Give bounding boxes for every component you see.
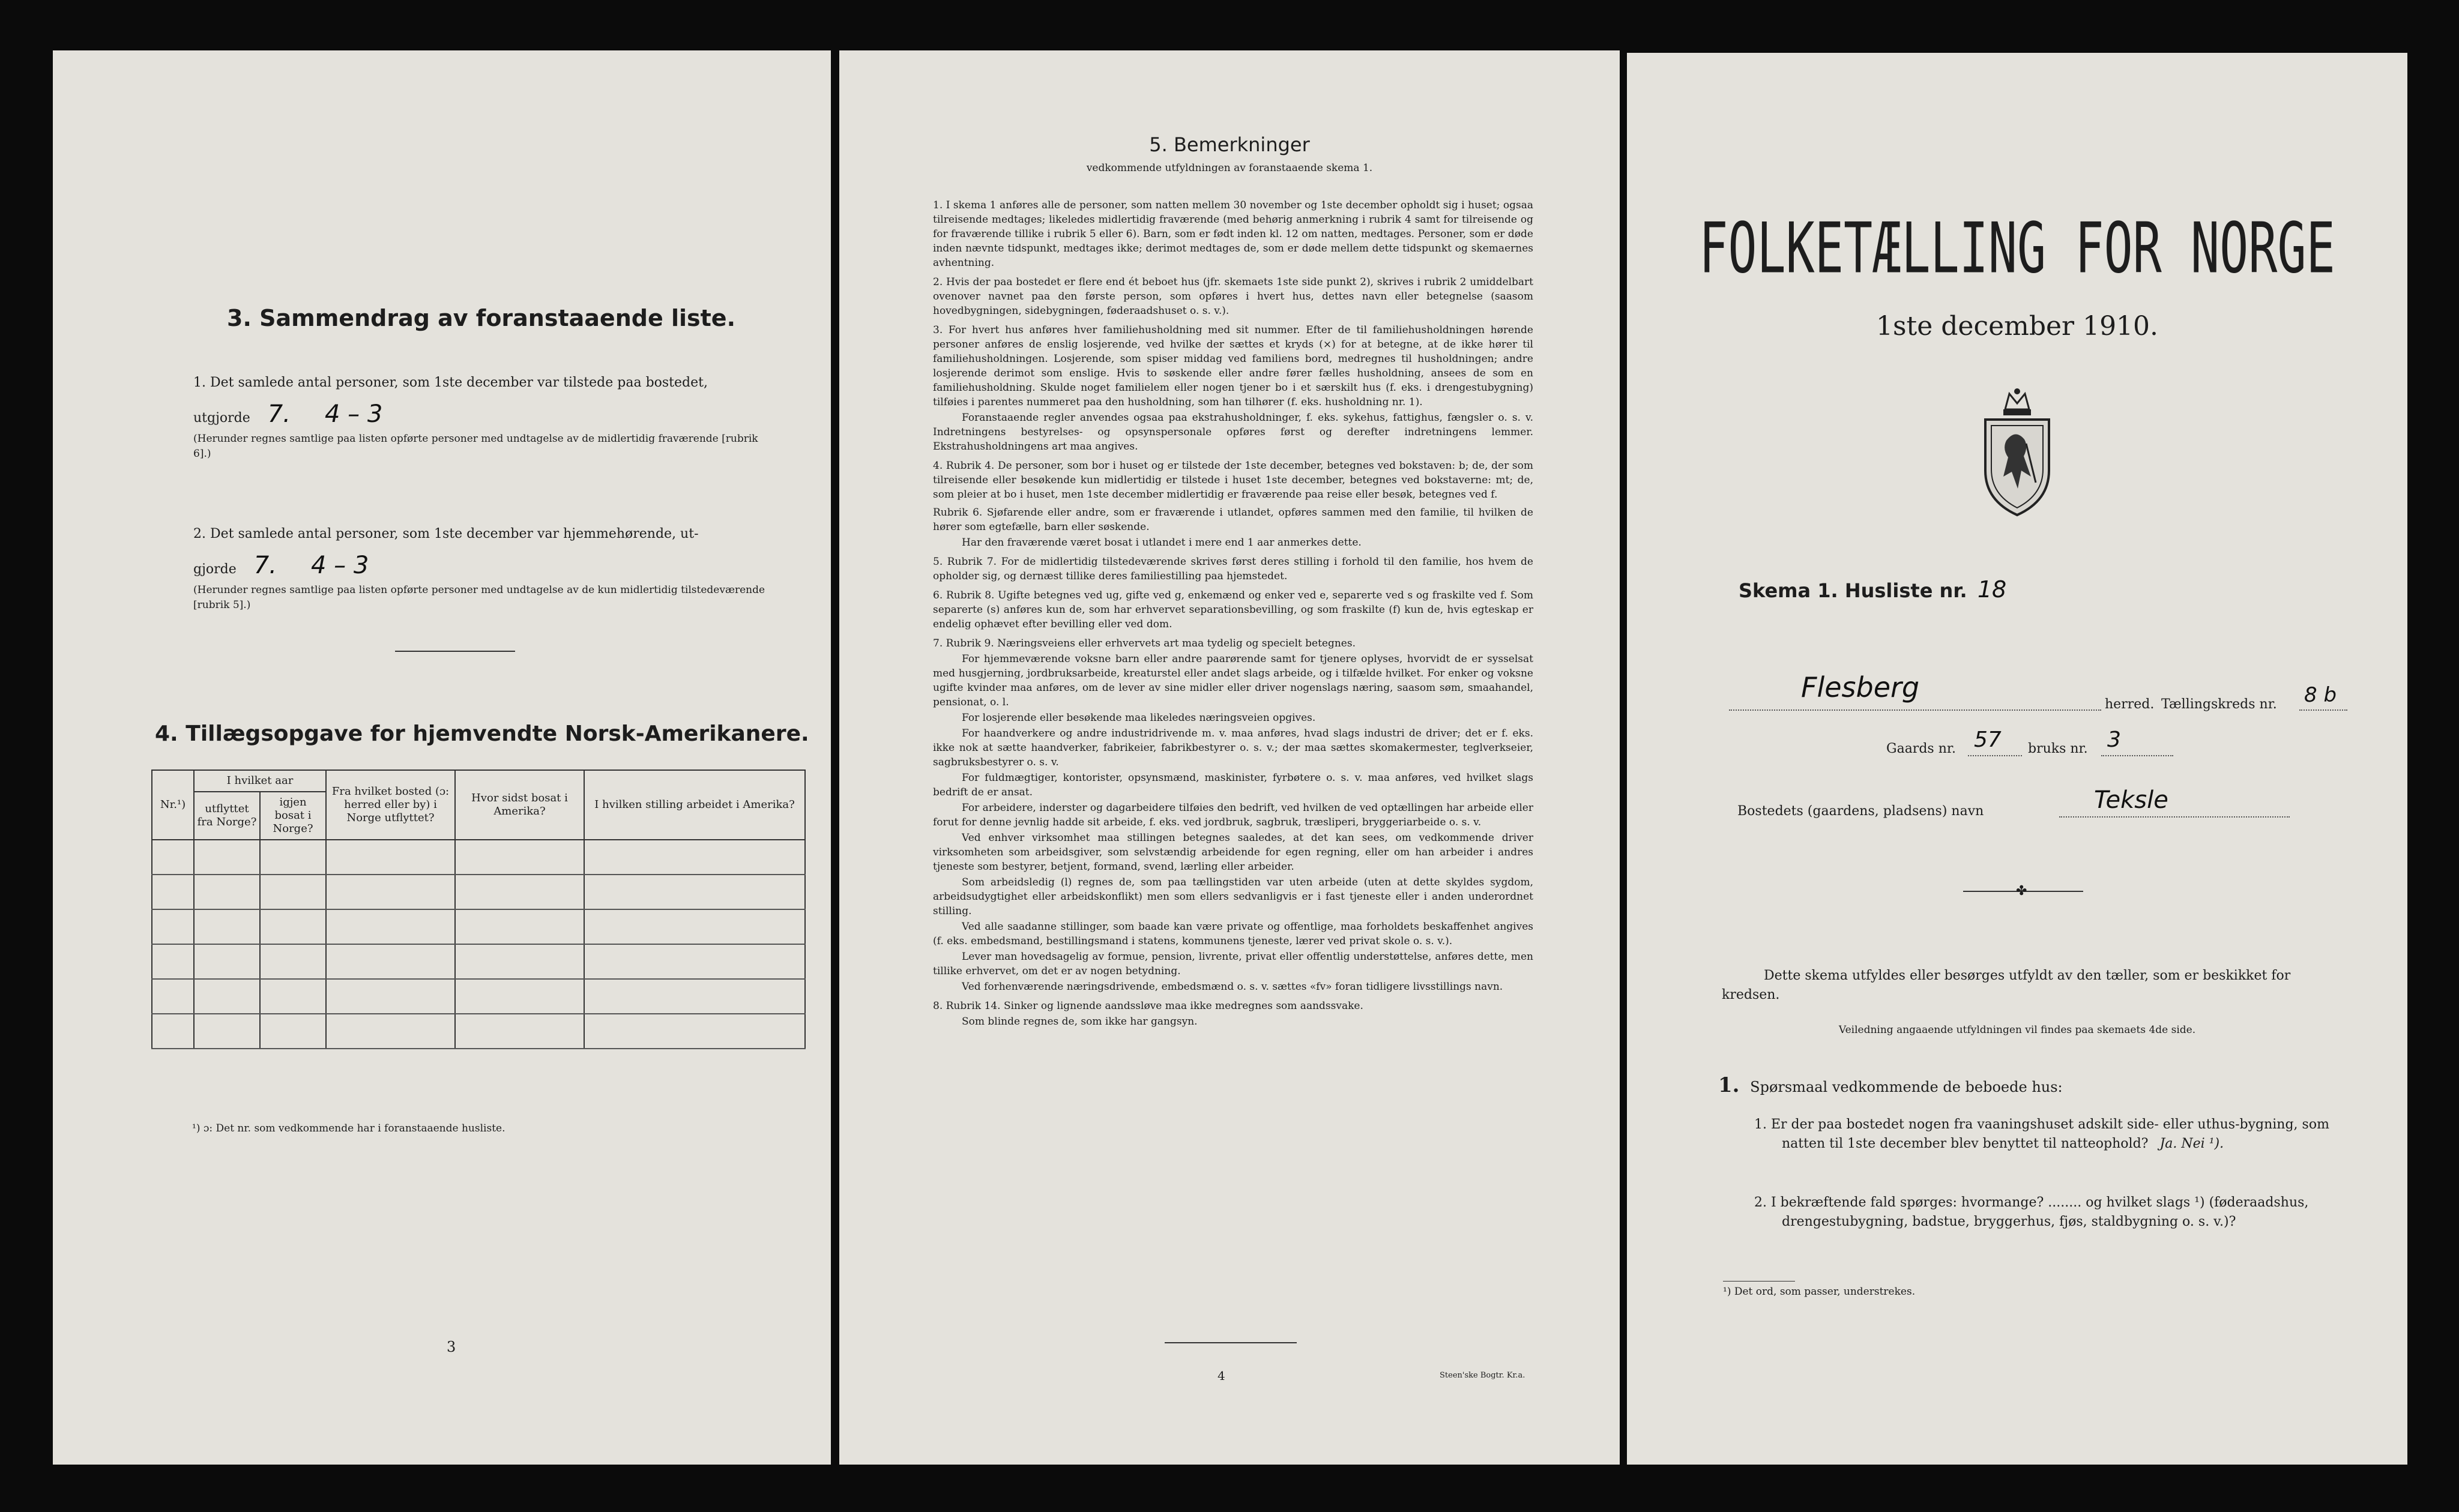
note-4: 4. Rubrik 4. De personer, som bor i huset og er tilstede der 1ste december, betegnes ved bokstaven: b; de, der som tilreisende eller besøkende kun midlertidig er tilstede i huset 1ste december, betegnes ved bokstaverne: mt; de, som pleier at bo i huset, men 1ste december midlertidig er fraværende paa reise eller besøk, betegnes ved f.	[933, 460, 1533, 501]
note-5: 5. Rubrik 7. For de midlertidig tilstedeværende skrives først deres stilling i forhold til den familie, hos hvem de opholder sig, og dernæst tillike deres familiestilling paa hjemstedet.	[933, 556, 1533, 582]
table-row	[152, 979, 805, 1014]
left-page	[53, 50, 831, 1465]
right-page	[1627, 53, 2407, 1465]
norsk-amerikanere-table	[151, 770, 806, 1049]
summary-item-1: 1. Det samlede antal personer, som 1ste december var tilstede paa bostedet, utgjorde 7. 4 – 3 (Herunder regnes samtlige paa listen opførte personer med undtagelse av de midlertidig fraværende [rubrik 6].)	[193, 375, 758, 460]
note-1: 1. I skema 1 anføres alle de personer, som natten mellem 30 november og 1ste december opholdt sig i huset; ogsaa tilreisende medtages; likeledes midlertidig fraværende (med behørig anmerkning i rubrik 4 samt for tilreisende og for fraværende tillike i rubrik 5 eller 6). Barn, som er født inden kl. 12 om natten, medtages. Personer, som er døde inden nævnte tidspunkt, medtages ikke; derimot medtages de, som er døde mellem dette tidspunkt og skemaernes avhentning.	[933, 199, 1533, 269]
instruction: Dette skema utfyldes eller besørges utfyldt av den tæller, som er beskikket for kredsen.	[1722, 968, 2291, 1002]
bosted-value: Teksle	[2094, 786, 2168, 814]
present-count-extra: 4 – 3	[324, 400, 383, 428]
summary-item-2: 2. Det samlede antal personer, som 1ste december var hjemmehørende, ut- gjorde 7. 4 – 3 (Herunder regnes samtlige paa listen opførte personer med undtagelse av de kun midlertidig tilstedeværende [rubrik 5].)	[193, 526, 765, 611]
census-date: 1ste december 1910.	[1875, 311, 2159, 342]
note-6: 6. Rubrik 8. Ugifte betegnes ved ug, gifte ved g, enkemænd og enker ved e, separerte ved s og fraskilte ved f. Som separerte (s) anføres kun de, som har erhvervet separationsbevilling, og som fraskilte (f) kun de, hvis egteskap er endelig ophævet efter bevilling eller ved dom.	[933, 589, 1533, 630]
note-7h: Som arbeidsledig (l) regnes de, som paa tællingstiden var uten arbeide (uten at dette skyldes sygdom, arbeidsudygtighet eller arbeidskonflikt) men som ellers sedvanligvis er i fast tjeneste eller i anden underordnet stilling.	[933, 876, 1533, 917]
section4-title: 4. Tillægsopgave for hjemvendte Norsk-Amerikanere.	[155, 721, 809, 746]
table-footnote: ¹) ɔ: Det nr. som vedkommende har i foranstaaende husliste.	[192, 1122, 505, 1134]
bosted-label: Bostedets (gaardens, pladsens) navn	[1737, 804, 1984, 819]
note-7g: Ved enhver virksomhet maa stillingen betegnes saaledes, at det kan sees, om vedkommende driver virksomheten som arbeidsgiver, som selvstændig arbeidende for egen regning, eller om han arbeider i andres tjeneste som bestyrer, betjent, formand, svend, lærling eller arbeider.	[933, 832, 1533, 873]
guidance: Veiledning angaaende utfyldningen vil findes paa skemaets 4de side.	[1838, 1024, 2196, 1036]
questions-heading: 1. Spørsmaal vedkommende de beboede hus:	[1718, 1073, 2063, 1097]
col-last-lived: Hvor sidst bosat i Amerika?	[455, 770, 584, 840]
table-row	[152, 944, 805, 979]
note-7: 7. Rubrik 9. Næringsveiens eller erhvervets art maa tydelig og specielt betegnes.	[933, 637, 1356, 649]
footnote-right: ¹) Det ord, som passer, understrekes.	[1723, 1286, 1916, 1298]
printer-mark: Steen'ske Bogtr. Kr.a.	[1440, 1371, 1525, 1380]
middle-page	[839, 50, 1620, 1465]
col-returned: igjen bosat i Norge?	[260, 792, 326, 840]
note-7f: For arbeidere, inderster og dagarbeidere tilføies den bedrift, ved hvilken de ved optællingen har arbeide eller forut for denne jevnlig hadde sit arbeide, f. eks. ved jordbruk, sagbruk, træsliperi, bryggeriarbeide o. s. v.	[933, 802, 1533, 828]
husliste-nr: 18	[1977, 576, 2007, 603]
bruks-value: 3	[2107, 727, 2121, 752]
herred-value: Flesberg	[1801, 671, 1920, 703]
note-7j: Lever man hovedsagelig av formue, pension, livrente, privat eller offentlig understøttelse, anføres dette, men tillike erhvervet, om det er av nogen betydning.	[933, 951, 1533, 977]
q1-answer: Ja. Nei ¹).	[2159, 1136, 2224, 1151]
resident-count: 7.	[253, 552, 277, 579]
note-2: 2. Hvis der paa bostedet er flere end ét beboet hus (jfr. skemaets 1ste side punkt 2), skrives i rubrik 2 umiddelbart ovenover navnet paa den første person, som opføres i hvert hus, dettes navn eller betegnelse (saasom hovedbygningen, sidebygningen, føderaadshuset o. s. v.).	[933, 276, 1533, 317]
kreds-value: 8 b	[2304, 683, 2337, 707]
page-number-middle: 4	[1217, 1369, 1225, 1383]
table-row	[152, 840, 805, 875]
remarks-list	[933, 198, 1533, 1030]
skema-line: Skema 1. Husliste nr. 18	[1739, 576, 2007, 603]
present-count: 7.	[267, 400, 291, 428]
table-row	[152, 1014, 805, 1049]
note-4b: Rubrik 6. Sjøfarende eller andre, som er fraværende i utlandet, opføres sammen med den familie, til hvilken de hører som egtefælle, barn eller søskende.	[933, 507, 1533, 533]
gaards-value: 57	[1974, 727, 2002, 752]
divider-ornament: ✤	[2016, 884, 2027, 899]
note-7b: For hjemmeværende voksne barn eller andre paarørende samt for tjenere oplyses, hvorvidt de er sysselsat med husgjerning, jordbruksarbeide, kreaturstel eller andet slags arbeide, og i tilfælde hvilket. For enker og voksne ugifte kvinder maa anføres, om de lever av sine midler eller driver nogenslags næring, saasom søm, smaahandel, pensionat, o. l.	[933, 653, 1533, 708]
remarks-subtitle: vedkommende utfyldningen av foranstaaende skema 1.	[1086, 162, 1373, 174]
col-occupation: I hvilken stilling arbeidet i Amerika?	[584, 770, 805, 840]
note-7i: Ved alle saadanne stillinger, som baade kan være private og offentlige, maa forholdets beskaffenhet angives (f. eks. embedsmand, bestillingsmand i statens, kommunens tjeneste, lærer ved privat skole o. s. v.).	[933, 921, 1533, 947]
note-3b: Foranstaaende regler anvendes ogsaa paa ekstrahusholdninger, f. eks. sykehus, fattighus, fængsler o. s. v. Indretningens bestyrelses- og opsynspersonale opføres først og derefter indretningens lemmer. Ekstrahusholdningens art maa angives.	[933, 412, 1533, 453]
note-7d: For haandverkere og andre industridrivende m. v. maa anføres, hvad slags industri de driver; det er f. eks. ikke nok at sætte haandverker, fabrikeier, fabrikbestyrer o. s. v.; der maa sættes skomakermester, teglverkseier, sagbruksbestyrer o. s. v.	[933, 727, 1533, 768]
note-7k: Ved forhenværende næringsdrivende, embedsmænd o. s. v. sættes «fv» foran tidligere livsstillings navn.	[962, 981, 1503, 993]
form-title: FOLKETÆLLING FOR NORGE	[1699, 208, 2335, 289]
table-row	[152, 875, 805, 909]
resident-count-extra: 4 – 3	[310, 552, 369, 579]
remarks-title: 5. Bemerkninger	[1149, 133, 1310, 156]
note-7c: For losjerende eller besøkende maa likeledes næringsveien opgives.	[962, 712, 1316, 724]
page-number-left: 3	[447, 1339, 456, 1355]
note-4c: Har den fraværende været bosat i utlandet i mere end 1 aar anmerkes dette.	[962, 537, 1362, 549]
table-row	[152, 909, 805, 944]
kreds-label: Tællingskreds nr.	[2161, 697, 2277, 712]
col-nr: Nr.¹)	[152, 770, 194, 840]
herred-label: herred.	[2105, 697, 2155, 712]
coat-of-arms-icon	[1973, 387, 2061, 519]
note-8: 8. Rubrik 14. Sinker og lignende aandssløve maa ikke medregnes som aandssvake.	[933, 1000, 1363, 1012]
col-group-year: I hvilket aar	[194, 770, 326, 792]
col-emigrated: utflyttet fra Norge?	[194, 792, 260, 840]
note-8b: Som blinde regnes de, som ikke har gangsyn.	[962, 1016, 1198, 1028]
divider	[395, 651, 515, 652]
section3-title: 3. Sammendrag av foranstaaende liste.	[227, 305, 736, 331]
note-3: 3. For hvert hus anføres hver familiehusholdning med sit nummer. Efter de til familiehusholdningen hørende personer anføres de enslig losjerende, ved hvilke der sættes et kryds (×) for at betegne, at de ikke hører til familiehusholdningen. Losjerende, som spiser middag ved familiens bord, medregnes til husholdningen; andre losjerende derimot som enslige. Hvis to søskende eller andre fører fælles husholdning, ansees de som en familiehusholdning. Skulde noget familielem eller nogen tjener bo i et særskilt hus (f. eks. i drengestubygning) tilføies i parentes nummeret paa den husholdning, som han tilhører (f. eks. husholdning nr. 1).	[933, 324, 1533, 408]
question-1: 1. Er der paa bostedet nogen fra vaaningshuset adskilt side- eller uthus-bygning, som natten til 1ste december blev benyttet til natteophold? Ja. Nei ¹).	[1754, 1117, 2329, 1151]
col-from-where: Fra hvilket bosted (ɔ: herred eller by) i Norge utflyttet?	[326, 770, 455, 840]
note-7e: For fuldmægtiger, kontorister, opsynsmænd, maskinister, fyrbøtere o. s. v. maa anføres, ved hvilket slags bedrift de er ansat.	[933, 772, 1533, 798]
gaards-label: Gaards nr.	[1886, 741, 1956, 756]
bruks-label: bruks nr.	[2028, 741, 2088, 756]
divider	[1165, 1342, 1297, 1343]
question-2: 2. I bekræftende fald spørges: hvormange? ........ og hvilket slags ¹) (føderaadshus, drengestubygning, badstue, bryggerhus, fjøs, staldbygning o. s. v.)?	[1754, 1195, 2309, 1229]
